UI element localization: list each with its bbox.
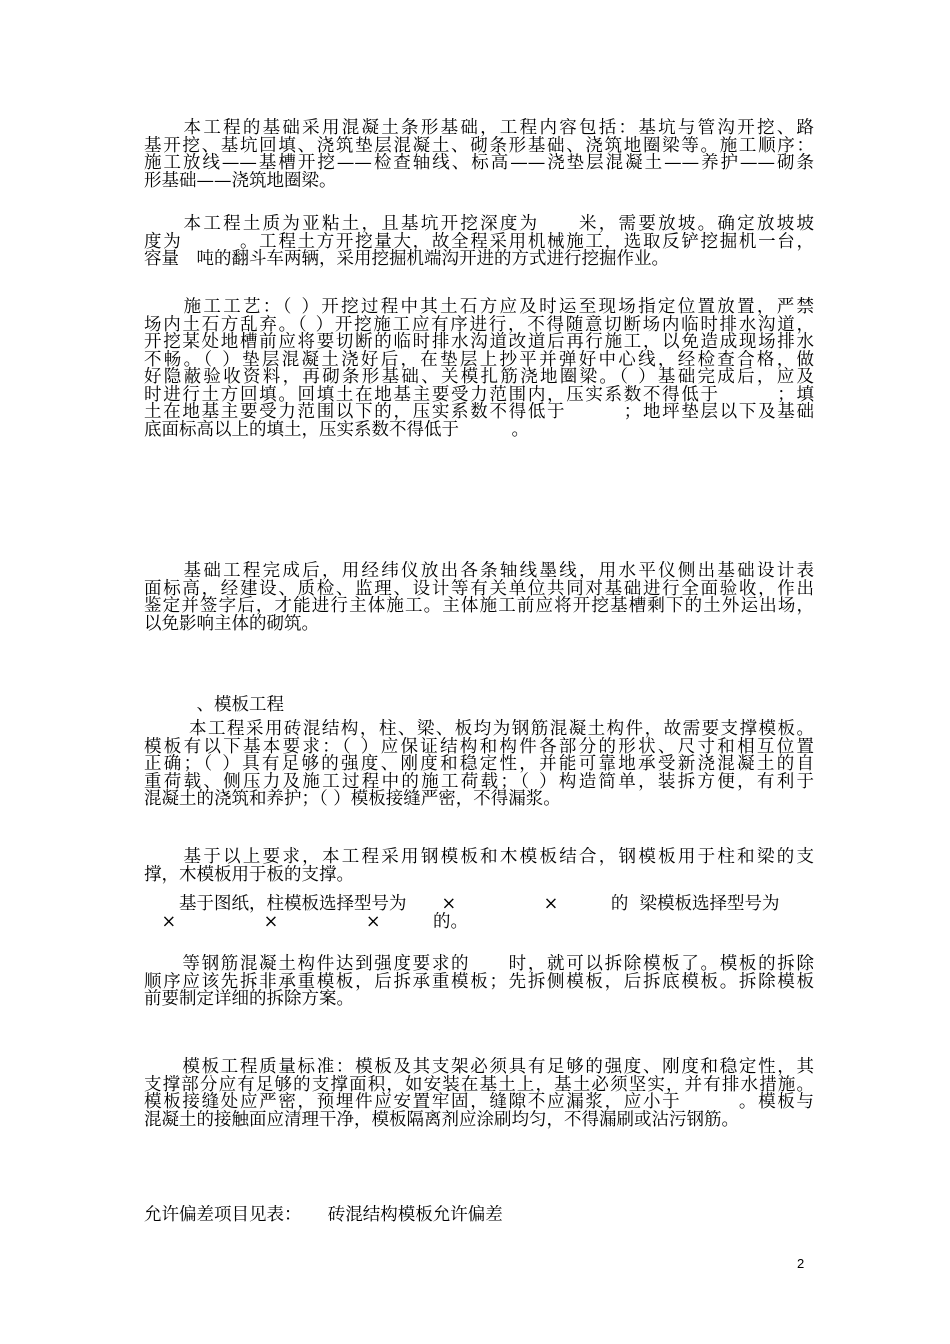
text-line: 模板接缝处应严密，预埋件应安置牢固，缝隙不应漏浆，应小于 。模板与 (144, 1092, 814, 1112)
paragraph-formwork-requirements (144, 718, 814, 809)
text-line: 时进行土方回填。回填土在地基主要受力范围内，压实系数不得低于 ；填 (144, 384, 814, 405)
text-line: 模板有以下基本要求：（ ）应保证结构和构件各部分的形状、尺寸和相互位置 (144, 736, 814, 757)
text-line: 底面标高以上的填土，压实系数不得低于 。 (144, 419, 529, 440)
heading-text: 、模板工程 (144, 695, 284, 715)
text-line: 度为 。工程土方开挖量大，故全程采用机械施工，选取反铲挖掘机一台， (144, 231, 814, 252)
paragraph-construction-process (144, 292, 814, 440)
page-number: 2 (797, 1256, 805, 1271)
text-line: 基于图纸，柱模板选择型号为 × × 的 梁模板选择型号为 (144, 894, 780, 914)
text-line: 基础工程完成后，用经纬仪放出各条轴线墨线，用水平仪侧出基础设计表 (144, 561, 814, 581)
text-line: 顺序应该先拆非承重模板，后拆承重模板；先拆侧模板，后拆底模板。拆除模板 (144, 971, 814, 992)
text-line: 模板工程质量标准：模板及其支架必须具有足够的强度、刚度和稳定性，其 (144, 1057, 814, 1077)
text-line: 允许偏差项目见表： 砖混结构模板允许偏差 (144, 1205, 503, 1225)
text-line: 开挖某处地槽前应将要切断的临时排水沟道改道后再行施工，以免造成现场排水 (144, 332, 814, 352)
paragraph-formwork-selection (144, 846, 814, 885)
text-line: 基开挖、基坑回填、浇筑垫层混凝土、砌条形基础、浇筑地圈梁等。施工顺序： (144, 135, 814, 156)
text-line: 前要制定详细的拆除方案。 (144, 989, 354, 1009)
text-line: 撑，木模板用于板的支撑。 (144, 864, 354, 885)
section-heading (144, 694, 814, 715)
text-line: 正确；（ ）具有足够的强度、刚度和稳定性，并能可靠地承受新浇混凝土的自 (144, 754, 814, 774)
text-line: 不畅。（ ）垫层混凝土浇好后，在垫层上抄平并弹好中心线，经检查合格，做 (144, 349, 814, 370)
text-line: 本工程的基础采用混凝土条形基础，工程内容包括：基坑与管沟开挖、路 (144, 118, 814, 138)
text-line: 混凝土的接触面应清理干净，模板隔离剂应涂刷均匀，不得漏刷或沾污钢筋。 (144, 1109, 739, 1130)
text-line: 容量 吨的翻斗车两辆，采用挖掘机端沟开进的方式进行挖掘作业。 (144, 249, 669, 269)
text-line: 本工程土质为亚粘土，且基坑开挖深度为 米，需要放坡。确定放坡坡 (144, 214, 814, 234)
text-line: 好隐蔽验收资料，再砌条形基础、关模扎筋浇地圈梁。（ ）基础完成后，应及 (144, 367, 814, 387)
text-line: 施工工艺：（ ）开挖过程中其土石方应及时运至现场指定位置放置，严禁 (144, 297, 814, 317)
paragraph-tolerance-table-ref (144, 1204, 814, 1225)
text-line: 土在地基主要受力范围以下的，压实系数不得低于 ；地坪垫层以下及基础 (144, 402, 814, 422)
text-line: 鉴定并签字后，才能进行主体施工。主体施工前应将开挖基槽剩下的土外运出场， (144, 596, 814, 616)
text-line: 基于以上要求，本工程采用钢模板和木模板结合，钢模板用于柱和梁的支 (144, 847, 814, 867)
text-line: 等钢筋混凝土构件达到强度要求的 时，就可以拆除模板了。模板的拆除 (144, 954, 814, 974)
paragraph-soil-excavation (144, 211, 814, 269)
text-line: 重荷载、侧压力及施工过程中的施工荷载；（ ）构造简单，装拆方便，有利于 (144, 771, 814, 792)
text-line: × × × 的。 (144, 911, 468, 932)
text-line: 以免影响主体的砌筑。 (144, 613, 319, 634)
text-line: 场内土石方乱弃。（ ）开挖施工应有序进行，不得随意切断场内临时排水沟道， (144, 314, 814, 335)
paragraph-foundation-acceptance (144, 556, 814, 634)
paragraph-formwork-models (144, 893, 814, 932)
text-line: 支撑部分应有足够的支撑面积，如安装在基土上，基土必须坚实，并有排水措施。 (144, 1074, 814, 1095)
paragraph-foundation-overview (144, 118, 814, 191)
text-line: 施工放线——基槽开挖——检查轴线、标高——浇垫层混凝土——养护——砌条 (144, 153, 814, 173)
text-line: 混凝土的浇筑和养护；（ ）模板接缝严密，不得漏浆。 (144, 789, 561, 809)
paragraph-quality-standard (144, 1052, 814, 1130)
text-line: 形基础——浇筑地圈梁。 (144, 170, 337, 191)
paragraph-formwork-removal (144, 949, 814, 1009)
text-line: 面标高，经建设、质检、监理、设计等有关单位共同对基础进行全面验收，作出 (144, 578, 814, 599)
text-line: 本工程采用砖混结构，柱、梁、板均为钢筋混凝土构件，故需要支撑模板。 (144, 719, 814, 739)
